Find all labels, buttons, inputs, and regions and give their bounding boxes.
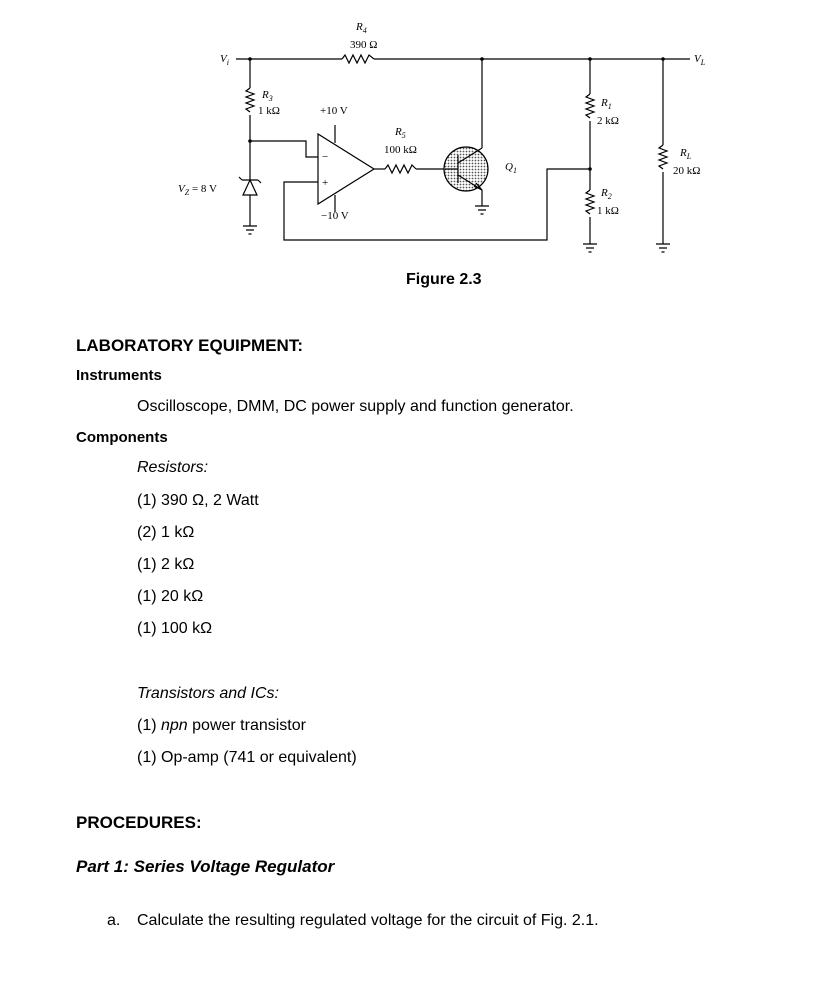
r1-name: $R_1$ bbox=[601, 97, 612, 111]
r2-resistor bbox=[586, 190, 594, 214]
rl-value: 20 kΩ bbox=[673, 165, 701, 177]
opamp-minus-sign: − bbox=[322, 151, 329, 163]
vl-label: $V_L$ bbox=[694, 53, 706, 67]
r3-value: 1 kΩ bbox=[258, 105, 280, 117]
minus10-label: −10 V bbox=[321, 210, 349, 222]
rl-resistor bbox=[659, 145, 667, 169]
zener-diode bbox=[239, 177, 261, 195]
lab-equipment-heading: LABORATORY EQUIPMENT: bbox=[76, 336, 303, 355]
q1-label: $Q_1$ bbox=[505, 161, 517, 175]
rl-ground bbox=[656, 244, 670, 252]
resistor-item: (1) 390 Ω, 2 Watt bbox=[137, 492, 259, 509]
vi-label: $V_i$ bbox=[220, 53, 229, 67]
circuit-schematic bbox=[0, 0, 832, 300]
zener-to-opamp-wire bbox=[250, 141, 318, 157]
resistors-heading: Resistors: bbox=[137, 459, 209, 476]
r2-value: 1 kΩ bbox=[597, 205, 619, 217]
r2-ground bbox=[583, 244, 597, 252]
emitter-ground bbox=[475, 206, 489, 214]
r5-value: 100 kΩ bbox=[384, 144, 417, 156]
resistor-item: (1) 100 kΩ bbox=[137, 620, 213, 637]
transistor-item: (1) npn power transistor bbox=[137, 717, 306, 734]
components-heading: Components bbox=[76, 429, 168, 446]
op-amp bbox=[318, 134, 374, 204]
r1-value: 2 kΩ bbox=[597, 115, 619, 127]
step-a-marker: a. bbox=[107, 912, 121, 929]
rl-name: $R_L$ bbox=[680, 147, 692, 161]
r4-value: 390 Ω bbox=[350, 39, 378, 51]
r3-resistor bbox=[246, 88, 254, 112]
r4-name: $R_4$ bbox=[356, 21, 367, 35]
transistors-heading: Transistors and ICs: bbox=[137, 685, 279, 702]
resistor-item: (2) 1 kΩ bbox=[137, 524, 195, 541]
r5-name: $R_5$ bbox=[395, 126, 406, 140]
plus10-label: +10 V bbox=[320, 105, 348, 117]
opamp-plus-sign: + bbox=[322, 177, 329, 189]
resistor-item: (1) 20 kΩ bbox=[137, 588, 204, 605]
instruments-heading: Instruments bbox=[76, 367, 162, 384]
step-a-text: Calculate the resulting regulated voltage for the circuit of Fig. 2.1. bbox=[137, 912, 599, 929]
part1-heading: Part 1: Series Voltage Regulator bbox=[76, 857, 335, 876]
figure-caption: Figure 2.3 bbox=[406, 271, 482, 288]
r5-resistor bbox=[385, 165, 416, 173]
opamp-item: (1) Op-amp (741 or equivalent) bbox=[137, 749, 357, 766]
zener-ground bbox=[243, 226, 257, 234]
feedback-wire bbox=[284, 169, 590, 240]
r4-resistor bbox=[342, 55, 374, 63]
vz-label: $V_Z = 8$ V bbox=[178, 183, 217, 197]
procedures-heading: PROCEDURES: bbox=[76, 813, 202, 832]
r2-name: $R_2$ bbox=[601, 187, 612, 201]
r1-resistor bbox=[586, 94, 594, 118]
instruments-text: Oscilloscope, DMM, DC power supply and function generator. bbox=[137, 398, 574, 415]
resistor-item: (1) 2 kΩ bbox=[137, 556, 195, 573]
r3-name: $R_3$ bbox=[262, 89, 273, 103]
